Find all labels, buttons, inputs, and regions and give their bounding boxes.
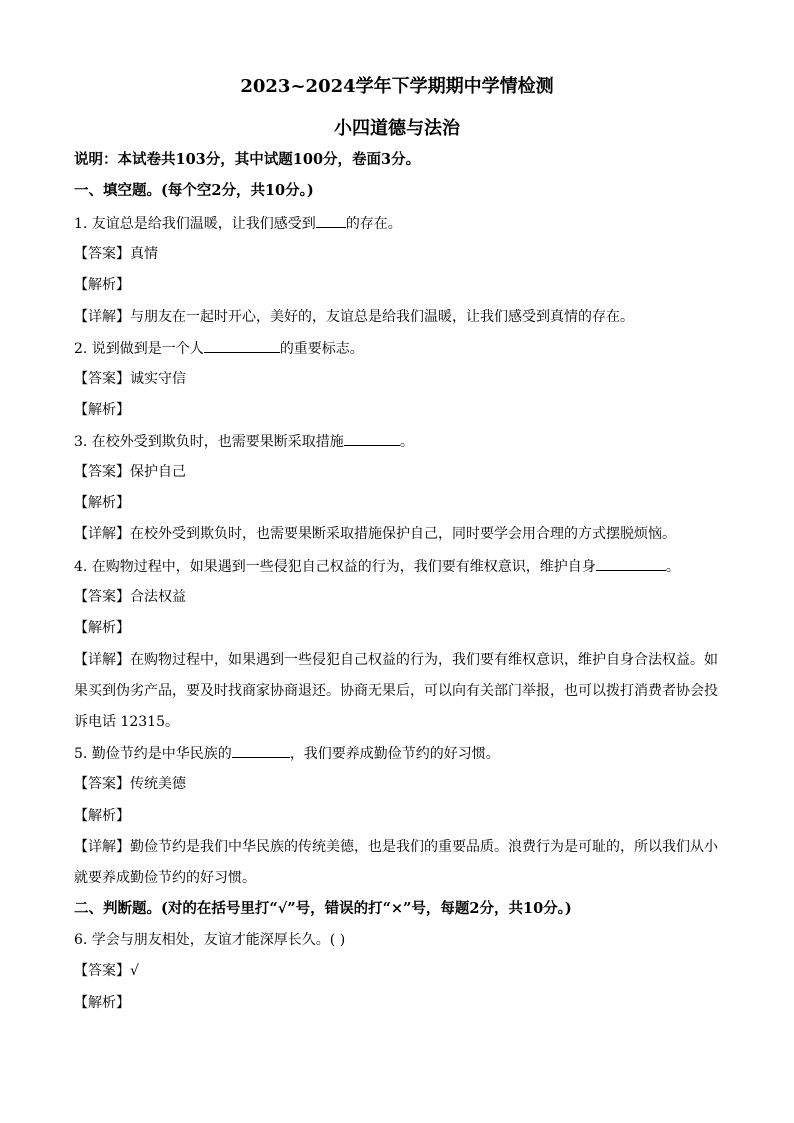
detail-label: 【详解】 — [74, 309, 130, 325]
question-3-text: 3. 在校外受到欺负时，也需要果断采取措施 — [74, 434, 344, 450]
detail-text: 在购物过程中，如果遇到一些侵犯自己权益的行为，我们要有维权意识，维护自身合法权益。如 — [130, 652, 718, 668]
answer-label: 【答案】 — [74, 963, 130, 979]
question-2-text-end: 的重要标志。 — [279, 341, 364, 357]
question-4 — [74, 556, 724, 577]
section1-heading: 一、填空题。(每个空2分，共10分。) — [74, 182, 314, 199]
detail-text: 勤俭节约是我们中华民族的传统美德，也是我们的重要品质。浪费行为是可耻的，所以我们从小 — [130, 839, 718, 855]
analysis-line-3 — [74, 493, 724, 513]
answer-value: 合法权益 — [130, 589, 186, 605]
answer-label: 【答案】 — [74, 246, 130, 262]
answer-value: √ — [130, 963, 139, 979]
answer-line-2 — [74, 369, 724, 389]
question-1-text-end: 的存在。 — [345, 216, 402, 232]
analysis-label: 【解析】 — [74, 495, 130, 511]
answer-blank — [596, 556, 666, 571]
answer-value: 真情 — [130, 246, 158, 262]
answer-value: 保护自己 — [130, 464, 186, 480]
question-2-text: 2. 说到做到是一个人 — [74, 341, 204, 357]
detail-line-5 — [74, 837, 724, 857]
analysis-label: 【解析】 — [74, 808, 130, 824]
question-1-text: 1. 友谊总是给我们温暖，让我们感受到 — [74, 216, 316, 232]
detail-label: 【详解】 — [74, 652, 130, 668]
detail-text: 在校外受到欺负时，也需要果断采取措施保护自己，同时要学会用合理的方式摆脱烦恼。 — [130, 526, 676, 542]
analysis-line-2 — [74, 400, 724, 420]
detail-line-4c: 诉电话 12315。 — [74, 714, 179, 730]
answer-blank — [232, 743, 290, 758]
answer-line-6 — [74, 961, 724, 981]
detail-line-5b: 就要养成勤俭节约的好习惯。 — [74, 870, 256, 886]
detail-text: 与朋友在一起时开心，美好的，友谊总是给我们温暖，让我们感受到真情的存在。 — [130, 309, 634, 325]
analysis-label: 【解析】 — [74, 620, 130, 636]
answer-line-3 — [74, 462, 724, 482]
question-4-text-end: 。 — [665, 559, 680, 575]
analysis-label: 【解析】 — [74, 277, 130, 293]
page-title: 2023~2024学年下学期期中学情检测 — [240, 76, 554, 97]
answer-line-4 — [74, 587, 724, 607]
detail-line-4 — [74, 650, 724, 670]
section2-heading: 二、判断题。(对的在括号里打“√”号，错误的打“×”号，每题2分，共10分。) — [74, 900, 572, 917]
analysis-line-5 — [74, 806, 724, 826]
question-3-text-end: 。 — [399, 434, 414, 450]
analysis-line-1 — [74, 275, 724, 295]
question-5-text-end: ，我们要养成勤俭节约的好习惯。 — [289, 746, 500, 762]
answer-blank — [316, 213, 346, 228]
answer-blank — [344, 431, 400, 446]
detail-line-1 — [74, 307, 724, 327]
answer-label: 【答案】 — [74, 371, 130, 387]
answer-line-5 — [74, 774, 724, 794]
detail-line-3 — [74, 524, 724, 544]
question-2 — [74, 338, 724, 359]
detail-label: 【详解】 — [74, 526, 130, 542]
question-5 — [74, 743, 724, 764]
answer-label: 【答案】 — [74, 589, 130, 605]
analysis-label: 【解析】 — [74, 995, 130, 1011]
analysis-label: 【解析】 — [74, 402, 130, 418]
answer-blank — [204, 338, 280, 353]
detail-label: 【详解】 — [74, 839, 130, 855]
answer-label: 【答案】 — [74, 776, 130, 792]
question-3 — [74, 431, 724, 452]
page-subtitle: 小四道德与法治 — [334, 118, 460, 139]
answer-value: 诚实守信 — [130, 371, 186, 387]
question-6: 6. 学会与朋友相处，友谊才能深厚长久。( ) — [74, 932, 346, 948]
answer-line-1 — [74, 244, 724, 264]
detail-line-4b: 果买到伪劣产品，要及时找商家协商退还。协商无果后，可以向有关部门举报，也可以拨打消费者协会投 — [74, 683, 718, 699]
answer-label: 【答案】 — [74, 464, 130, 480]
analysis-line-4 — [74, 618, 724, 638]
question-1 — [74, 213, 724, 234]
instructions: 说明：本试卷共103分，其中试题100分，卷面3分。 — [74, 151, 421, 168]
question-5-text: 5. 勤俭节约是中华民族的 — [74, 746, 232, 762]
analysis-line-6 — [74, 993, 724, 1013]
answer-value: 传统美德 — [130, 776, 186, 792]
question-4-text: 4. 在购物过程中，如果遇到一些侵犯自己权益的行为，我们要有维权意识，维护自身 — [74, 559, 596, 575]
